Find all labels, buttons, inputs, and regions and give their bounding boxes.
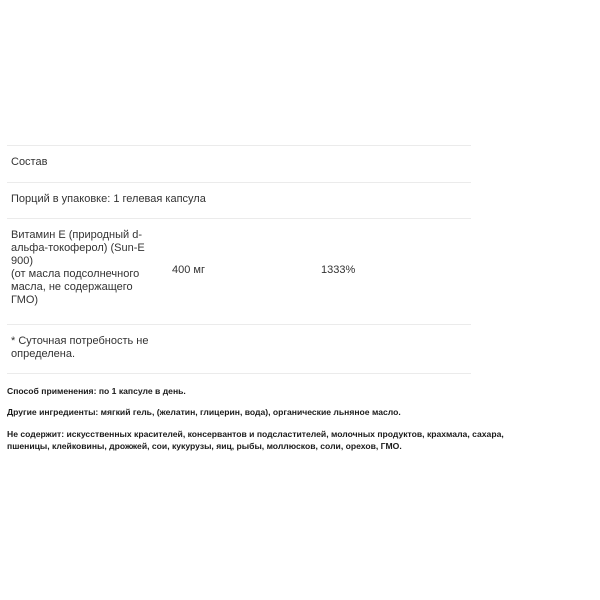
footnote-row bbox=[7, 324, 471, 374]
table-header-row bbox=[7, 145, 471, 182]
ingredient-name-line: альфа-токоферол) (Sun-E bbox=[11, 242, 145, 254]
ingredient-name-line: (от масла подсолнечного bbox=[11, 268, 140, 280]
free-of-allergens bbox=[7, 428, 587, 452]
other-ingredients: Другие ингредиенты: мягкий гель, (желатин, глицерин, вода), органические льняное масло. bbox=[7, 407, 401, 417]
usage-directions: Способ применения: по 1 капсуле в день. bbox=[7, 386, 186, 396]
ingredient-row bbox=[7, 218, 471, 324]
supplement-facts-table bbox=[7, 145, 471, 374]
ingredient-name-line: Витамин E (природный d- bbox=[11, 229, 143, 241]
ingredient-amount: 400 мг bbox=[172, 264, 205, 276]
free-of-line: Не содержит: искусственных красителей, консервантов и подсластителей, молочных продуктов, крахмала, сахара, bbox=[7, 429, 504, 439]
table-title: Состав bbox=[11, 156, 48, 168]
footnote bbox=[11, 335, 161, 361]
footnote-line: определена. bbox=[11, 348, 76, 360]
free-of-line: пшеницы, клейковины, дрожжей, сои, кукурузы, яиц, рыбы, моллюсков, соли, орехов, ГМО. bbox=[7, 441, 402, 451]
ingredient-name-line: ГМО) bbox=[11, 294, 39, 306]
ingredient-name-line: масла, не содержащего bbox=[11, 281, 133, 293]
ingredient-name-line: 900) bbox=[11, 255, 34, 267]
ingredient-daily-value: 1333% bbox=[321, 264, 356, 276]
footnote-line: * Суточная потребность не bbox=[11, 335, 149, 347]
servings-per-container: Порций в упаковке: 1 гелевая капсула bbox=[11, 193, 206, 205]
servings-row bbox=[7, 182, 471, 218]
ingredient-name bbox=[11, 229, 151, 307]
